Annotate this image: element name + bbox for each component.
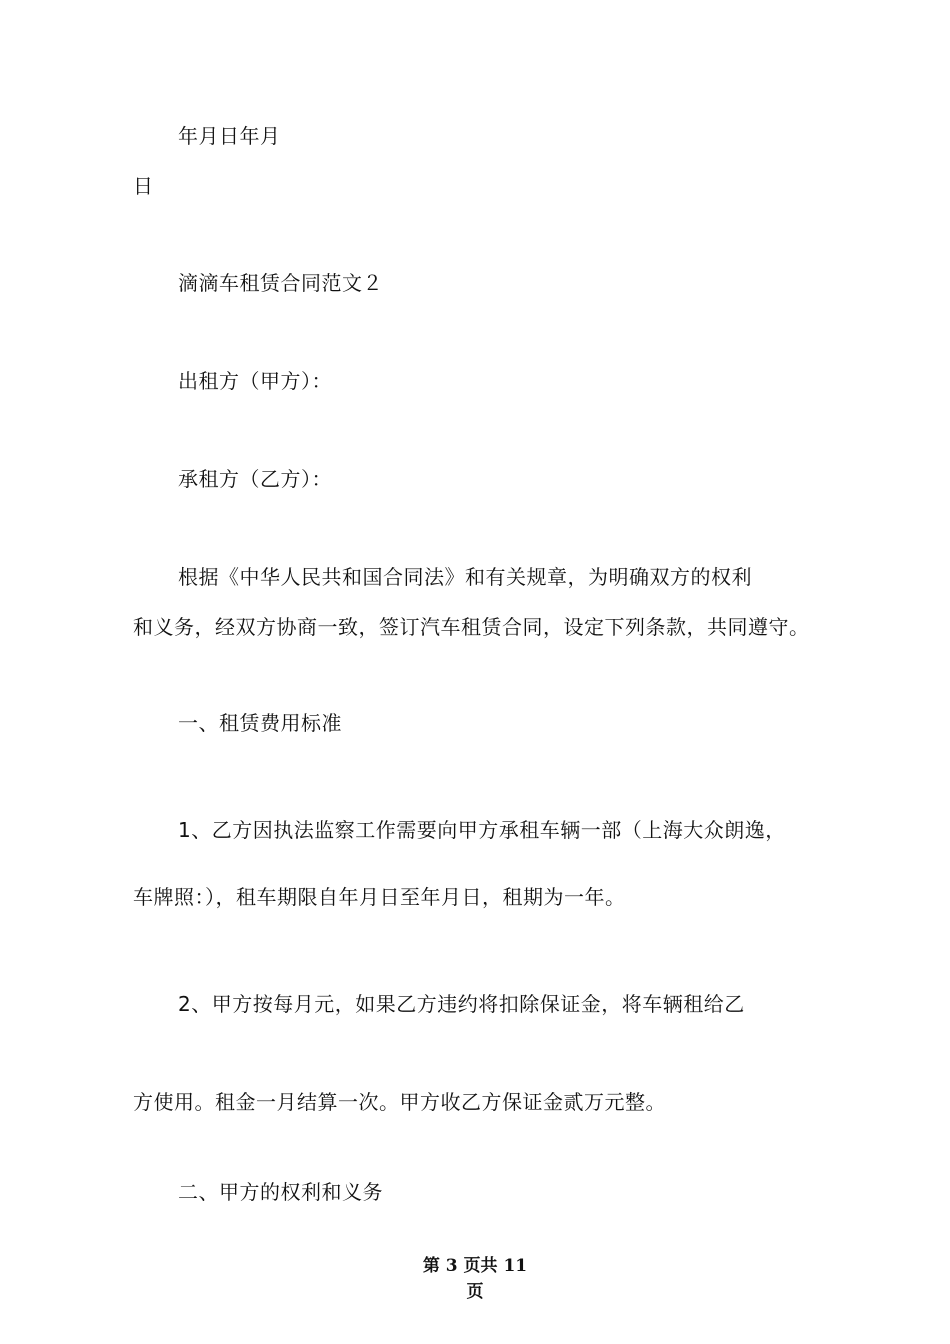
clause-2-line-2: 方使用。租金一月结算一次。甲方收乙方保证金贰万元整。 (133, 1090, 666, 1114)
preamble-line-1: 根据《中华人民共和国合同法》和有关规章，为明确双方的权利 (178, 565, 752, 589)
page-number-line-2: 页 (466, 1282, 484, 1302)
section-heading-1: 一、租赁费用标准 (178, 711, 342, 735)
clause-1-line-2: 车牌照：），租车期限自年月日至年月日，租期为一年。 (133, 885, 626, 909)
section-heading-2: 二、甲方的权利和义务 (178, 1180, 383, 1204)
page-number-line-1: 第 3 页共 11 (422, 1256, 528, 1276)
date-line-continued: 日 (133, 174, 154, 198)
lessee-label: 承租方（乙方）： (178, 467, 332, 491)
clause-1-line-1: 1、乙方因执法监察工作需要向甲方承租车辆一部（上海大众朗逸， (178, 818, 786, 842)
preamble-line-2: 和义务，经双方协商一致，签订汽车租赁合同，设定下列条款，共同遵守。 (133, 615, 810, 639)
lessor-label: 出租方（甲方）： (178, 369, 332, 393)
date-line: 年月日年月 (178, 124, 281, 148)
clause-2-line-1: 2、甲方按每月元，如果乙方违约将扣除保证金，将车辆租给乙 (178, 992, 745, 1016)
document-title: 滴滴车租赁合同范文２ (178, 271, 383, 295)
